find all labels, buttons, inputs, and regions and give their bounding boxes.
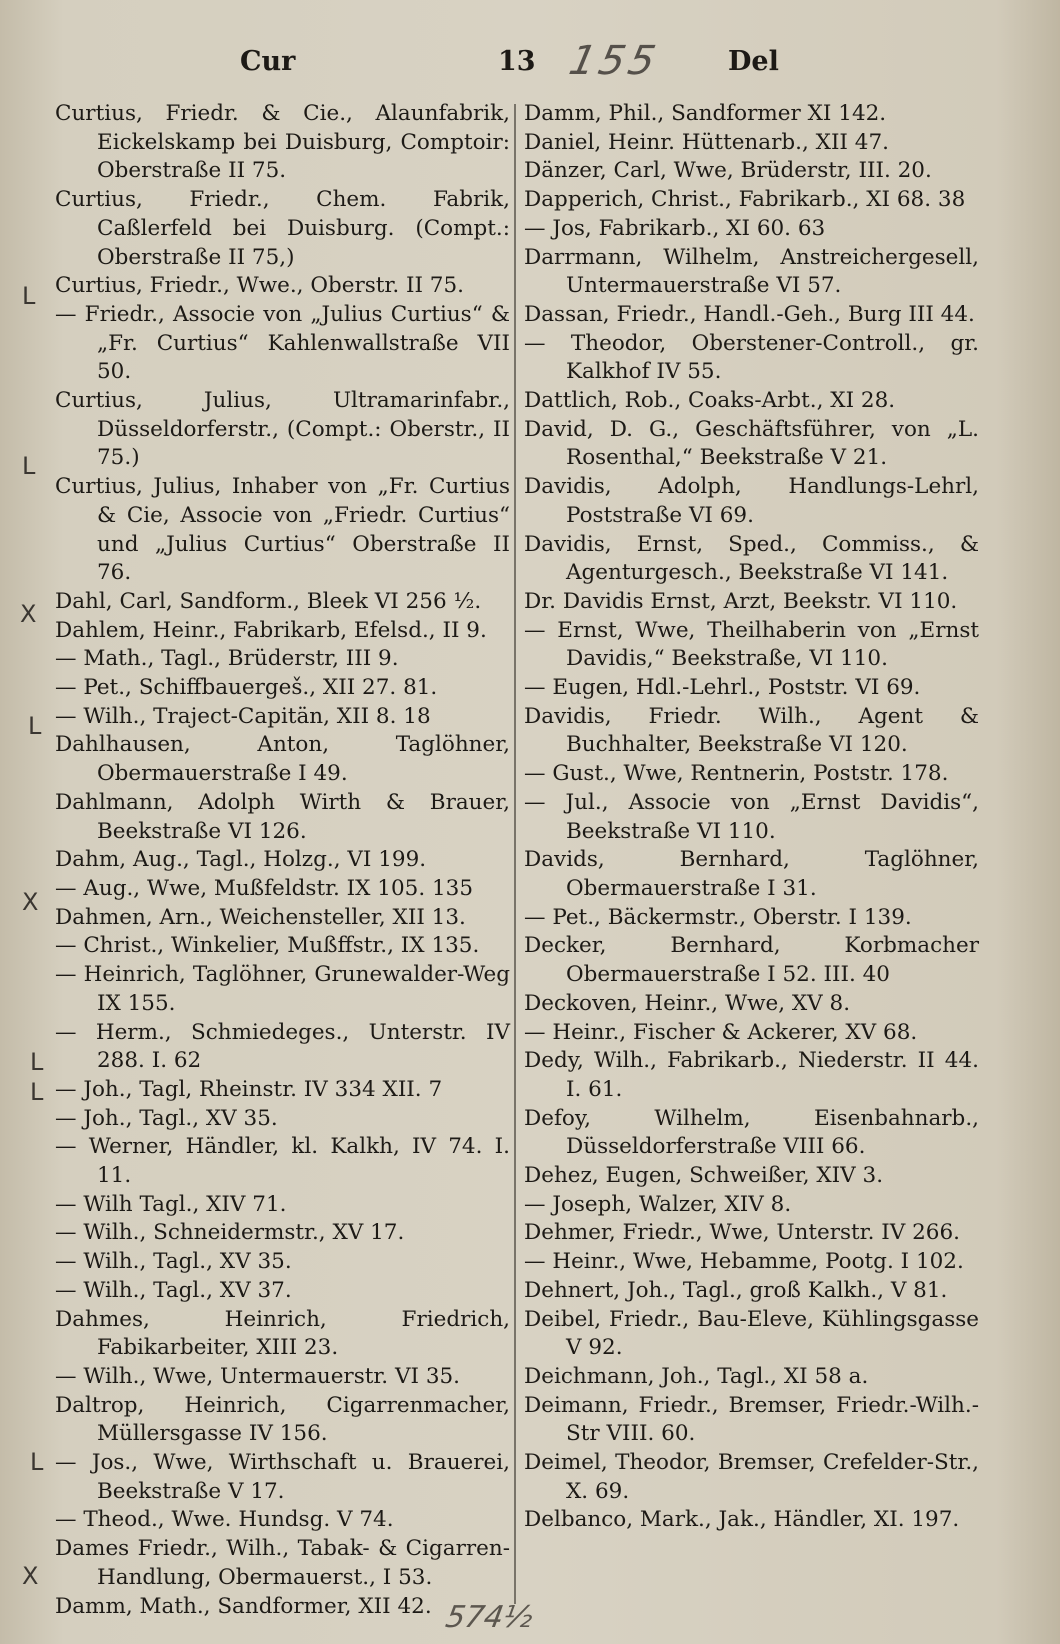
right-column bbox=[524, 100, 979, 1535]
directory-entry: Dahmes, Heinrich, Friedrich, Fabikarbeiter, XIII 23. bbox=[55, 1306, 510, 1361]
header-left-word: Cur bbox=[240, 46, 296, 77]
left-column bbox=[55, 100, 510, 1621]
directory-entry: — Theod., Wwe. Hundsg. V 74. bbox=[55, 1507, 394, 1533]
directory-entry: — Wilh., Schneidermstr., XV 17. bbox=[55, 1220, 405, 1246]
directory-entry: Davidis, Friedr. Wilh., Agent & Buchhalter, Beekstraße VI 120. bbox=[524, 703, 979, 758]
margin-mark: L bbox=[28, 712, 42, 740]
directory-entry: Curtius, Friedr., Chem. Fabrik, Caßlerfeld bei Duisburg. (Compt.: Oberstraße II 75,) bbox=[55, 187, 510, 270]
directory-entry: Decker, Bernhard, Korbmacher Obermauerstraße I 52. III. 40 bbox=[524, 933, 979, 988]
directory-entry: — Eugen, Hdl.-Lehrl., Poststr. VI 69. bbox=[524, 675, 921, 701]
directory-entry: — Heinr., Fischer & Ackerer, XV 68. bbox=[524, 1019, 918, 1045]
directory-entry: David, D. G., Geschäftsführer, von „L. Rosenthal,“ Beekstraße V 21. bbox=[524, 416, 979, 471]
directory-entry: — Werner, Händler, kl. Kalkh, IV 74. I. 11. bbox=[55, 1134, 510, 1189]
directory-entry: — Herm., Schmiedeges., Unterstr. IV 288. I. 62 bbox=[55, 1019, 510, 1074]
directory-entry: Dahlhausen, Anton, Taglöhner, Obermauerstraße I 49. bbox=[55, 732, 510, 787]
directory-entry: Darrmann, Wilhelm, Anstreichergesell, Untermauerstraße VI 57. bbox=[524, 244, 979, 299]
directory-entry: Curtius, Friedr. & Cie., Alaunfabrik, Eickelskamp bei Duisburg, Comptoir: Oberstraße II 75. bbox=[55, 101, 510, 184]
directory-entry: Davidis, Adolph, Handlungs-Lehrl, Poststraße VI 69. bbox=[524, 474, 979, 528]
directory-entry: Dahlem, Heinr., Fabrikarb, Efelsd., II 9. bbox=[55, 617, 487, 643]
margin-mark: L bbox=[22, 282, 36, 310]
directory-entry: — Joh., Tagl., XV 35. bbox=[55, 1105, 278, 1131]
directory-entry: — Christ., Winkelier, Mußffstr., IX 135. bbox=[55, 933, 480, 959]
directory-entry: Dahmen, Arn., Weichensteller, XII 13. bbox=[55, 904, 466, 930]
directory-entry: Dahlmann, Adolph Wirth & Brauer, Beekstraße VI 126. bbox=[55, 789, 510, 844]
directory-entry: Damm, Math., Sandformer, XII 42. bbox=[55, 1593, 432, 1619]
directory-entry: Deichmann, Joh., Tagl., XI 58 a. bbox=[524, 1363, 869, 1389]
directory-entry: Curtius, Julius, Inhaber von „Fr. Curtius & Cie, Associe von „Friedr. Curtius“ und „Julius Curtius“ Oberstraße II 76. bbox=[55, 474, 510, 586]
directory-entry: — Jos., Wwe, Wirthschaft u. Brauerei, Beekstraße V 17. bbox=[55, 1450, 510, 1504]
directory-entry: Dattlich, Rob., Coaks-Arbt., XI 28. bbox=[524, 388, 896, 414]
directory-entry: — Wilh., Tagl., XV 37. bbox=[55, 1277, 292, 1303]
directory-entry: Deibel, Friedr., Bau-Eleve, Kühlingsgasse V 92. bbox=[524, 1306, 979, 1361]
margin-mark: L bbox=[22, 452, 36, 480]
directory-entry: Deimann, Friedr., Bremser, Friedr.-Wilh.-Str VIII. 60. bbox=[524, 1392, 979, 1447]
directory-entry: Curtius, Julius, Ultramarinfabr., Düsseldorferstr., (Compt.: Oberstr., II 75.) bbox=[55, 388, 510, 471]
directory-entry: — Pet., Schiffbauergeš., XII 27. 81. bbox=[55, 675, 438, 701]
directory-entry: Daniel, Heinr. Hüttenarb., XII 47. bbox=[524, 129, 889, 155]
margin-mark: X bbox=[22, 888, 39, 916]
directory-entry: — Ernst, Wwe, Theilhaberin von „Ernst Davidis,“ Beekstraße, VI 110. bbox=[524, 617, 979, 672]
directory-entry: — Friedr., Associe von „Julius Curtius“ & „Fr. Curtius“ Kahlenwallstraße VII 50. bbox=[55, 301, 510, 385]
directory-entry: — Wilh Tagl., XIV 71. bbox=[55, 1191, 287, 1217]
directory-entry: Dr. Davidis Ernst, Arzt, Beekstr. VI 110. bbox=[524, 588, 958, 614]
directory-entry: Dedy, Wilh., Fabrikarb., Niederstr. II 44. I. 61. bbox=[524, 1048, 979, 1102]
margin-mark: L bbox=[30, 1078, 44, 1106]
directory-entry: Delbanco, Mark., Jak., Händler, XI. 197. bbox=[524, 1507, 960, 1533]
directory-entry: — Heinrich, Taglöhner, Grunewalder-Weg IX 155. bbox=[55, 962, 510, 1016]
directory-entry: Davids, Bernhard, Taglöhner, Obermauerstraße I 31. bbox=[524, 847, 979, 901]
directory-entry: Curtius, Friedr., Wwe., Oberstr. II 75. bbox=[55, 273, 465, 299]
directory-entry: — Aug., Wwe, Mußfeldstr. IX 105. 135 bbox=[55, 875, 474, 901]
margin-mark: X bbox=[20, 600, 37, 628]
directory-entry: Deckoven, Heinr., Wwe, XV 8. bbox=[524, 990, 851, 1016]
handwritten-page-number: 155 bbox=[565, 38, 664, 84]
directory-entry: — Wilh., Tagl., XV 35. bbox=[55, 1249, 292, 1275]
margin-mark: L bbox=[30, 1448, 44, 1476]
directory-entry: Dänzer, Carl, Wwe, Brüderstr, III. 20. bbox=[524, 158, 932, 184]
directory-entry: — Pet., Bäckermstr., Oberstr. I 139. bbox=[524, 904, 912, 930]
directory-entry: — Joh., Tagl, Rheinstr. IV 334 XII. 7 bbox=[55, 1076, 443, 1102]
header-right-word: Del bbox=[728, 46, 779, 77]
directory-entry: Dehnert, Joh., Tagl., groß Kalkh., V 81. bbox=[524, 1277, 948, 1303]
directory-entry: — Jos, Fabrikarb., XI 60. 63 bbox=[524, 215, 826, 241]
directory-entry: Daltrop, Heinrich, Cigarrenmacher, Müllersgasse IV 156. bbox=[55, 1392, 510, 1447]
directory-entry: — Jul., Associe von „Ernst Davidis“, Beekstraße VI 110. bbox=[524, 789, 979, 844]
directory-entry: Dassan, Friedr., Handl.-Geh., Burg III 44. bbox=[524, 301, 975, 327]
directory-entry: — Theodor, Oberstener-Controll., gr. Kalkhof IV 55. bbox=[524, 330, 979, 385]
directory-entry: Dehez, Eugen, Schweißer, XIV 3. bbox=[524, 1163, 884, 1189]
directory-entry: Dahm, Aug., Tagl., Holzg., VI 199. bbox=[55, 847, 427, 873]
directory-entry: Dapperich, Christ., Fabrikarb., XI 68. 38 bbox=[524, 187, 966, 213]
directory-entry: Defoy, Wilhelm, Eisenbahnarb., Düsseldorferstraße VIII 66. bbox=[524, 1105, 979, 1160]
directory-entry: Dehmer, Friedr., Wwe, Unterstr. IV 266. bbox=[524, 1220, 960, 1246]
directory-entry: Deimel, Theodor, Bremser, Crefelder-Str., X. 69. bbox=[524, 1450, 979, 1504]
directory-entry: — Wilh., Wwe, Untermauerstr. VI 35. bbox=[55, 1363, 461, 1389]
directory-entry: Davidis, Ernst, Sped., Commiss., & Agenturgesch., Beekstraße VI 141. bbox=[524, 531, 979, 586]
margin-mark: X bbox=[22, 1562, 39, 1590]
page-header bbox=[0, 38, 1060, 88]
directory-entry: — Joseph, Walzer, XIV 8. bbox=[524, 1191, 792, 1217]
directory-entry: — Wilh., Traject-Capitän, XII 8. 18 bbox=[55, 703, 431, 729]
directory-entry: Dames Friedr., Wilh., Tabak- & Cigarren-Handlung, Obermauerst., I 53. bbox=[55, 1536, 510, 1590]
directory-entry: — Gust., Wwe, Rentnerin, Poststr. 178. bbox=[524, 761, 949, 787]
directory-entry: Damm, Phil., Sandformer XI 142. bbox=[524, 101, 887, 126]
header-page-number: 13 bbox=[498, 46, 536, 77]
directory-entry: Dahl, Carl, Sandform., Bleek VI 256 ½. bbox=[55, 588, 482, 614]
handwritten-footer-total: 574½ bbox=[442, 1600, 536, 1635]
margin-mark: L bbox=[30, 1048, 44, 1076]
directory-entry: — Math., Tagl., Brüderstr, III 9. bbox=[55, 646, 399, 672]
directory-entry: — Heinr., Wwe, Hebamme, Pootg. I 102. bbox=[524, 1249, 964, 1275]
column-divider bbox=[514, 104, 516, 1604]
